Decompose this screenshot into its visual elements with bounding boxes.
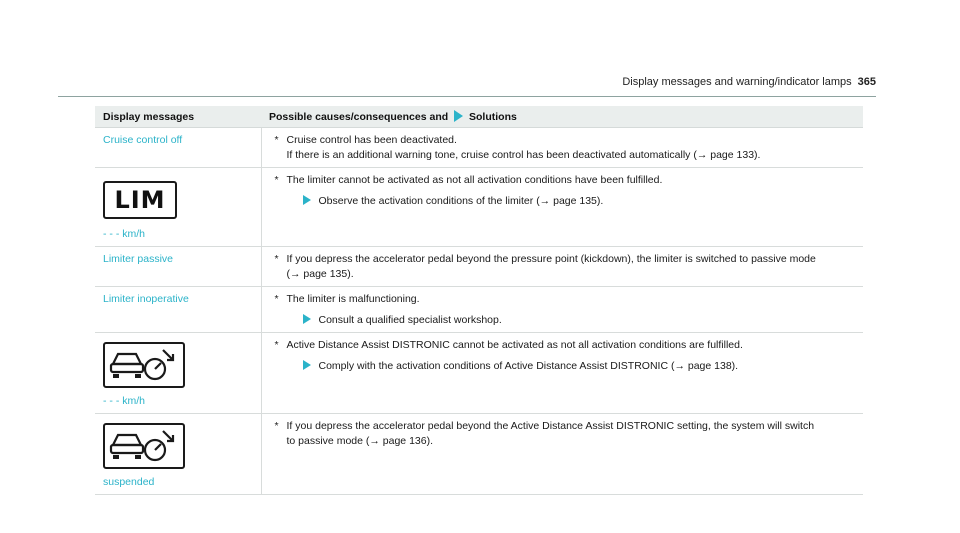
play-arrow-icon (454, 110, 463, 122)
speed-placeholder: - - - km/h (103, 228, 145, 240)
cause-line: to passive mode (→ page 136). (286, 435, 433, 447)
play-arrow-icon (303, 314, 311, 324)
speed-placeholder: - - - km/h (103, 395, 145, 407)
running-header (622, 76, 876, 88)
cause-cell (261, 287, 863, 333)
cause-cell (261, 128, 863, 168)
distronic-icon (103, 342, 185, 388)
solution-step: Consult a qualified specialist workshop. (270, 313, 858, 328)
cause-cell (261, 414, 863, 495)
page-number: 365 (857, 76, 876, 88)
table-row (95, 168, 863, 247)
solution-step: Comply with the activation conditions of Active Distance Assist DISTRONIC (→ page 138). (270, 359, 858, 374)
message-limiter-inoperative: Limiter inoperative (95, 287, 261, 333)
display-messages-table (95, 106, 863, 495)
message-distronic-icon-cell (95, 333, 261, 414)
cause-line: * Active Distance Assist DISTRONIC cannot be activated as not all activation conditions are fulfilled. (274, 339, 743, 351)
limiter-lim-icon: LIM (103, 181, 177, 219)
table-row (95, 128, 863, 168)
cause-line: * If you depress the accelerator pedal beyond the Active Distance Assist DISTRONIC setting, the system will switch (274, 420, 815, 432)
column-header-solutions-label: Solutions (469, 111, 517, 123)
header-title: Display messages and warning/indicator lamps (622, 76, 852, 88)
message-limiter-icon-cell (95, 168, 261, 247)
cause-line: * The limiter cannot be activated as not all activation conditions have been fulfilled. (274, 174, 663, 186)
cause-line: * If you depress the accelerator pedal beyond the pressure point (kickdown), the limiter is switched to passive mode (274, 253, 816, 265)
table-row (95, 333, 863, 414)
cause-cell (261, 333, 863, 414)
solution-step: Observe the activation conditions of the limiter (→ page 135). (270, 194, 858, 209)
distronic-icon (103, 423, 185, 469)
message-distronic-suspended-cell (95, 414, 261, 495)
table-row (95, 247, 863, 287)
suspended-status: suspended (103, 476, 155, 488)
table-row (95, 287, 863, 333)
play-arrow-icon (303, 360, 311, 370)
message-limiter-passive: Limiter passive (95, 247, 261, 287)
column-header-causes (261, 106, 863, 128)
message-cruise-control-off: Cruise control off (95, 128, 261, 168)
cause-line: * The limiter is malfunctioning. (274, 293, 420, 305)
cause-line: * Cruise control has been deactivated. (274, 134, 457, 146)
table-header-row (95, 106, 863, 128)
table-row (95, 414, 863, 495)
header-rule (58, 96, 876, 97)
column-header-causes-label: Possible causes/consequences and (269, 111, 449, 123)
cause-cell (261, 168, 863, 247)
cause-line: (→ page 135). (286, 268, 354, 280)
play-arrow-icon (303, 195, 311, 205)
cause-line: If there is an additional warning tone, cruise control has been deactivated automatically (→ page 133). (286, 149, 761, 161)
cause-cell (261, 247, 863, 287)
column-header-display-messages: Display messages (95, 106, 261, 128)
